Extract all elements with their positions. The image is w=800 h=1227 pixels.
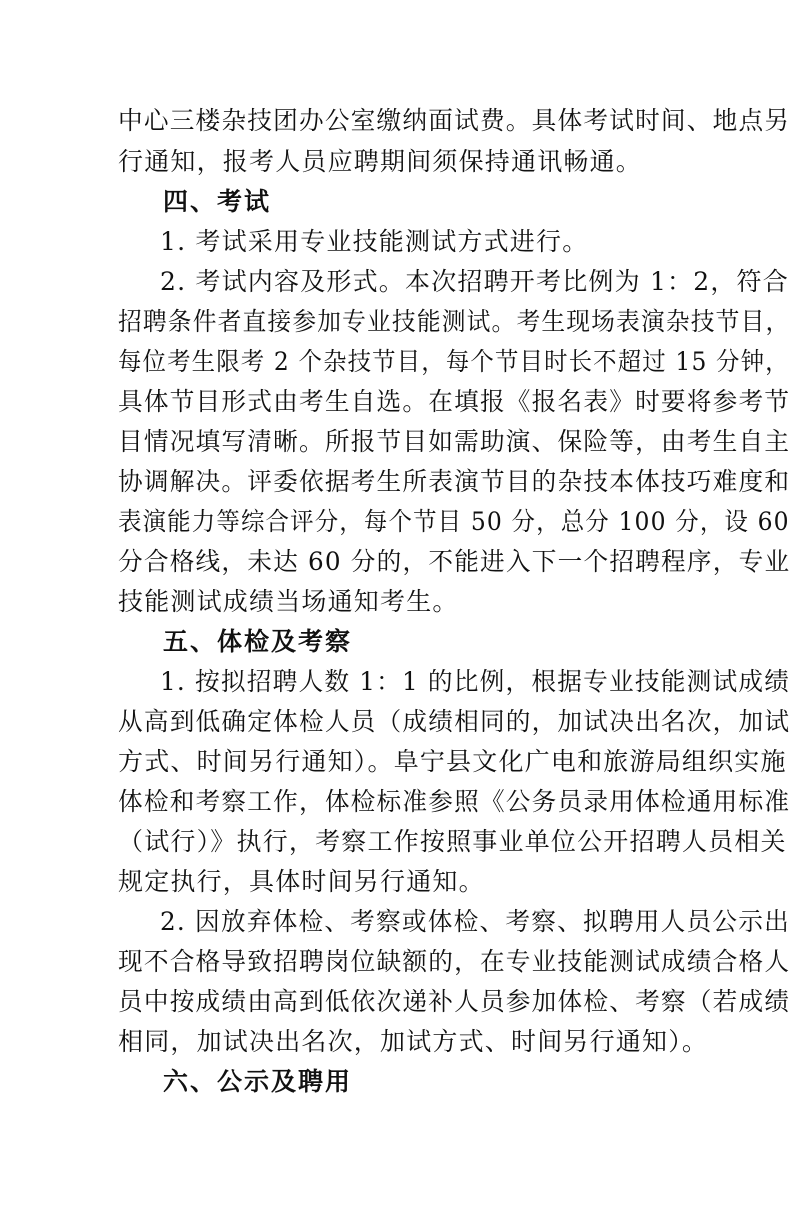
text-line: 具体节目形式由考生自选。在填报《报名表》时要将参考节 [118, 387, 791, 416]
text-line: 行通知，报考人员应聘期间须保持通讯畅通。 [118, 147, 643, 176]
text-line: 2. 因放弃体检、考察或体检、考察、拟聘用人员公示出 [160, 907, 791, 936]
section-heading-publicity: 六、公示及聘用 [163, 1067, 353, 1096]
text-line: 中心三楼杂技团办公室缴纳面试费。具体考试时间、地点另 [118, 106, 791, 135]
text-line: 现不合格导致招聘岗位缺额的，在专业技能测试成绩合格人 [118, 947, 791, 976]
text-line: 每位考生限考 2 个杂技节目，每个节目时长不超过 15 分钟， [118, 347, 790, 376]
text-line: 2. 考试内容及形式。本次招聘开考比例为 1：2，符合 [160, 267, 789, 296]
text-line: 从高到低确定体检人员（成绩相同的，加试决出名次，加试 [118, 707, 791, 736]
text-line: 表演能力等综合评分，每个节目 50 分，总分 100 分，设 60 [118, 507, 790, 536]
text-line: 招聘条件者直接参加专业技能测试。考生现场表演杂技节目， [118, 307, 791, 336]
text-line: 方式、时间另行通知）。阜宁县文化广电和旅游局组织实施 [118, 747, 787, 776]
text-line: 规定执行，具体时间另行通知。 [118, 867, 485, 896]
text-line: 分合格线，未达 60 分的，不能进入下一个招聘程序，专业 [118, 547, 791, 576]
text-line: 1. 考试采用专业技能测试方式进行。 [160, 227, 589, 256]
section-heading-exam: 四、考试 [163, 187, 272, 216]
text-line: 相同，加试决出名次，加试方式、时间另行通知）。 [118, 1027, 709, 1056]
text-line: （试行）》执行，考察工作按照事业单位公开招聘人员相关 [118, 827, 787, 856]
text-line: 员中按成绩由高到低依次递补人员参加体检、考察（若成绩 [118, 987, 791, 1016]
text-line: 体检和考察工作，体检标准参照《公务员录用体检通用标准 [118, 787, 791, 816]
text-line: 目情况填写清晰。所报节目如需助演、保险等，由考生自主 [118, 427, 791, 456]
text-line: 技能测试成绩当场通知考生。 [118, 587, 459, 616]
section-heading-physical-exam: 五、体检及考察 [163, 627, 353, 656]
text-line: 协调解决。评委依据考生所表演节目的杂技本体技巧难度和 [118, 467, 791, 496]
text-line: 1. 按拟招聘人数 1：1 的比例，根据专业技能测试成绩 [160, 667, 791, 696]
